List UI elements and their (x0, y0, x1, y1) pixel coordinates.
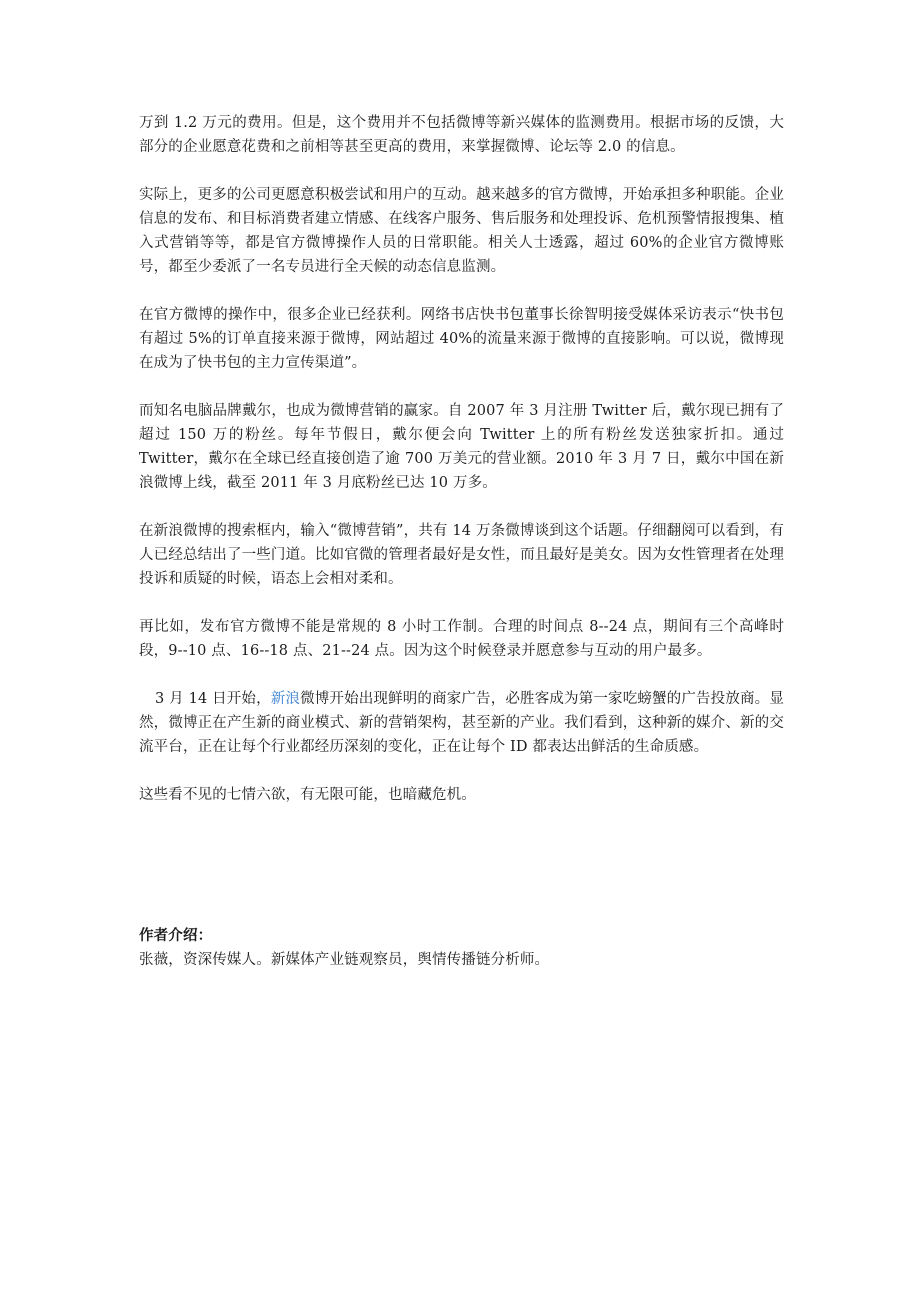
author-heading: 作者介绍： (139, 928, 213, 944)
paragraph-dell: 而知名电脑品牌戴尔，也成为微博营销的赢家。自 2007 年 3 月注册 Twitter 后，戴尔现已拥有了超过 150 万的粉丝。每年节假日，戴尔便会向 Twitter 上的所有粉丝发送独家折扣。通过 Twitter，戴尔在全球已经直接创造了逾 700 万美元的营业额。2010 年 3 月 7 日，戴尔中国在新浪微博上线，截至 2011 年 3 月底粉丝已达 10 万多。 (139, 403, 784, 491)
sina-link[interactable]: 新浪 (270, 691, 301, 707)
paragraph-official-weibo-roles: 实际上，更多的公司更愿意积极尝试和用户的互动。越来越多的官方微博，开始承担多种职能。企业信息的发布、和目标消费者建立情感、在线客户服务、售后服务和处理投诉、危机预警情报搜集、植入式营销等等，都是官方微博操作人员的日常职能。相关人士透露，超过 60%的企业官方微博账号，都至少委派了一名专员进行全天候的动态信息监测。 (139, 187, 784, 275)
paragraph-weibo-search: 在新浪微博的搜索框内，输入“微博营销”，共有 14 万条微博谈到这个话题。仔细翻阅可以看到，有人已经总结出了一些门道。比如官微的管理者最好是女性，而且最好是美女。因为女性管理者在处理投诉和质疑的时候，语态上会相对柔和。 (139, 523, 784, 587)
sina-paragraph-rest: 微博开始出现鲜明的商家广告，必胜客成为第一家吃螃蟹的广告投放商。显然，微博正在产生新的商业模式、新的营销架构，甚至新的产业。我们看到，这种新的媒介、新的交流平台，正在让每个行业都经历深刻的变化，正在让每个 ID 都表达出鲜活的生命质感。 (139, 691, 784, 755)
sina-paragraph-lead: 3 月 14 日开始， (155, 691, 271, 707)
document-page (139, 111, 784, 972)
paragraph-monitoring-cost: 万到 1.2 万元的费用。但是，这个费用并不包括微博等新兴媒体的监测费用。根据市场的反馈，大部分的企业愿意花费和之前相等甚至更高的费用，来掌握微博、论坛等 2.0 的信息。 (139, 115, 784, 155)
paragraph-kuaishubao: 在官方微博的操作中，很多企业已经获利。网络书店快书包董事长徐智明接受媒体采访表示“快书包有超过 5%的订单直接来源于微博，网站超过 40%的流量来源于微博的直接影响。可以说，微博现在成为了快书包的主力宣传渠道”。 (139, 307, 784, 371)
paragraph-sina-ads (139, 687, 784, 759)
paragraph-posting-hours: 再比如，发布官方微博不能是常规的 8 小时工作制。合理的时间点 8--24 点，期间有三个高峰时段，9--10 点、16--18 点、21--24 点。因为这个时候登录并愿意参与互动的用户最多。 (139, 619, 784, 659)
section-spacer (139, 831, 784, 924)
paragraph-closing: 这些看不见的七情六欲，有无限可能，也暗藏危机。 (139, 787, 476, 803)
author-bio: 张薇，资深传媒人。新媒体产业链观察员，舆情传播链分析师。 (139, 952, 550, 968)
